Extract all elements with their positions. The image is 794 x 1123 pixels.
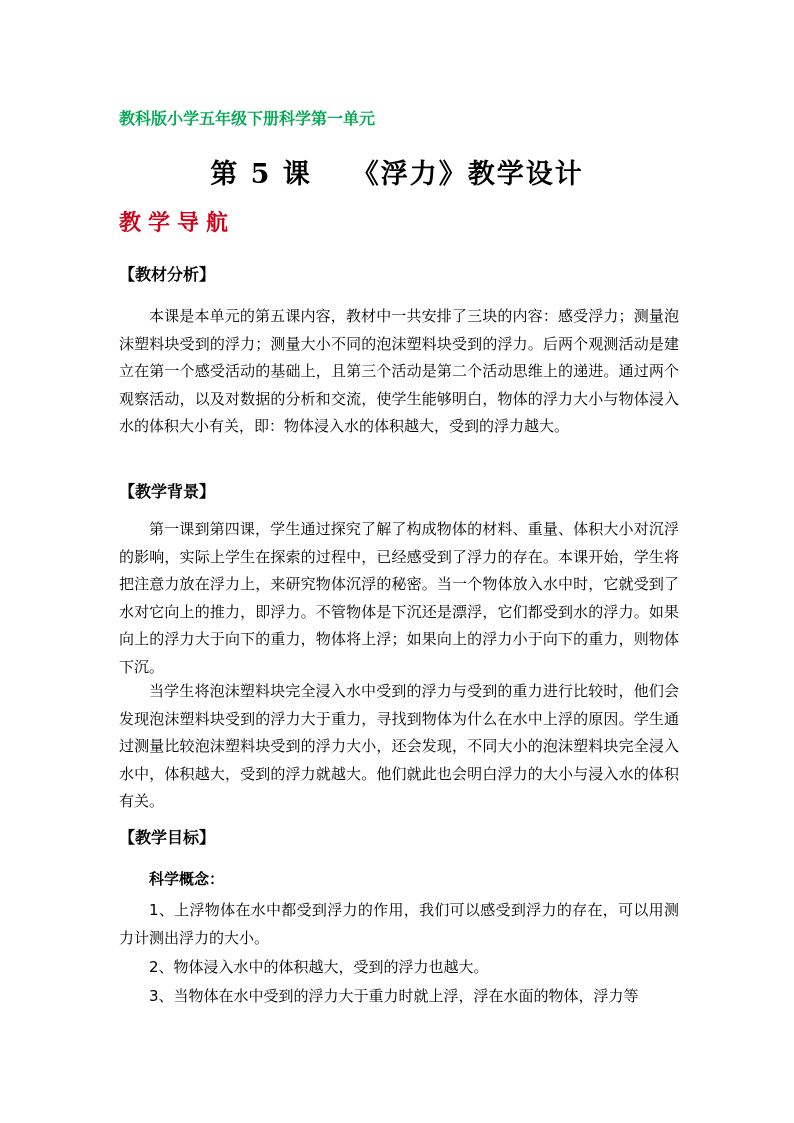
analysis-paragraph: 本课是本单元的第五课内容，教材中一共安排了三块的内容：感受浮力；测量泡沫塑料块受到的浮力；测量大小不同的泡沫塑料块受到的浮力。后两个观测活动是建立在第一个感受活动的基础上，且第三个活动是第二个活动思维上的递进。通过两个观察活动，以及对数据的分析和交流，使学生能够明白，物体的浮力大小与物体浸入水的体积大小有关，即：物体浸入水的体积越大，受到的浮力越大。 [119, 307, 679, 435]
goals-heading: 【教学目标】 [119, 828, 216, 847]
lesson-number: 第 5 课 [210, 159, 312, 190]
lesson-name: 《浮力》教学设计 [351, 159, 584, 190]
background-heading: 【教学背景】 [119, 482, 216, 501]
background-paragraph-1: 第一课到第四课，学生通过探究了解了构成物体的材料、重量、体积大小对沉浮的影响，实际上学生在探索的过程中，已经感受到了浮力的存在。本课开始，学生将把注意力放在浮力上，来研究物体沉浮的秘密。当一个物体放入水中时，它就受到了水对它向上的推力，即浮力。不管物体是下沉还是漂浮，它们都受到水的浮力。如果向上的浮力大于向下的重力，物体将上浮；如果向上的浮力小于向下的重力，则物体下沉。 [119, 520, 679, 676]
goal-item-2: 2、物体浸入水中的体积越大，受到的浮力也越大。 [149, 958, 489, 976]
page-title [0, 152, 794, 191]
goal-item-3: 3、当物体在水中受到的浮力大于重力时就上浮，浮在水面的物体，浮力等 [149, 987, 639, 1005]
science-concept-subheading: 科学概念： [149, 870, 225, 888]
series-header: 教科版小学五年级下册科学第一单元 [119, 109, 376, 128]
goal-item-1: 1、上浮物体在水中都受到浮力的作用，我们可以感受到浮力的存在，可以用测力计测出浮力的大小。 [119, 901, 679, 947]
analysis-heading: 【教材分析】 [119, 265, 216, 284]
background-paragraph-2: 当学生将泡沫塑料块完全浸入水中受到的浮力与受到的重力进行比较时，他们会发现泡沫塑料块受到的浮力大于重力，寻找到物体为什么在水中上浮的原因。学生通过测量比较泡沫塑料块受到的浮力大小，还会发现，不同大小的泡沫塑料块完全浸入水中，体积越大，受到的浮力就越大。他们就此也会明白浮力的大小与浸入水的体积有关。 [119, 682, 679, 810]
teaching-nav-title: 教学导航 [119, 210, 236, 236]
